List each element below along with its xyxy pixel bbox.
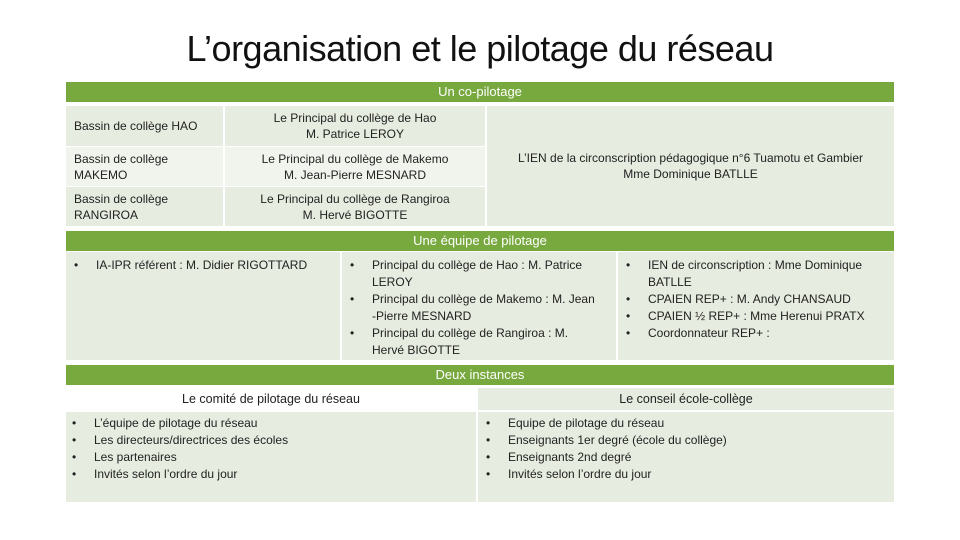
list-item: • CPAIEN ½ REP+ : Mme Herenui PRATX [624, 308, 892, 325]
bassin-rangiroa-label2: RANGIROA [74, 207, 139, 222]
equipe-col1-list [72, 257, 338, 274]
list-item: • Equipe de pilotage du réseau [484, 415, 888, 432]
bassin-makemo-cell [66, 147, 223, 186]
principal-rangiroa-title: Le Principal du collège de Rangiroa [260, 191, 450, 206]
instances-header: Deux instances [66, 365, 894, 385]
equipe-col2-list [348, 257, 614, 359]
list-item: • L’équipe de pilotage du réseau [70, 415, 470, 432]
comite-title: Le comité de pilotage du réseau [182, 392, 360, 406]
ien-cell [487, 106, 894, 226]
principal-rangiroa-name: M. Hervé BIGOTTE [302, 207, 408, 222]
equipe-col3-list [624, 257, 892, 342]
ien-title: L’IEN de la circonscription pédagogique n°6 Tuamotu et Gambier [518, 151, 863, 165]
list-item: • Coordonnateur REP+ : [624, 325, 892, 342]
principal-makemo-name: M. Jean-Pierre MESNARD [283, 167, 427, 182]
conseil-list [484, 415, 888, 483]
bassin-hao-label: Bassin de collège HAO [74, 119, 198, 133]
list-item: • Enseignants 2nd degré [484, 449, 888, 466]
list-item: • Principal du collège de Hao : M. Patrice LEROY [348, 257, 614, 291]
principal-hao-cell [225, 106, 485, 146]
principal-hao-name: M. Patrice LEROY [305, 127, 405, 141]
list-item: • IEN de circonscription : Mme Dominique BATLLE [624, 257, 892, 291]
principal-makemo-cell [225, 147, 485, 186]
principal-hao-title: Le Principal du collège de Hao [273, 111, 437, 125]
list-item: • Les directeurs/directrices des écoles [70, 432, 470, 449]
copilotage-header: Un co-pilotage [66, 82, 894, 102]
list-item: • Invités selon l’ordre du jour [70, 466, 470, 483]
bassin-rangiroa-label1: Bassin de collège [74, 191, 169, 206]
list-item: • Les partenaires [70, 449, 470, 466]
comite-list [70, 415, 470, 483]
list-item: • IA-IPR référent : M. Didier RIGOTTARD [72, 257, 338, 274]
list-item: • Enseignants 1er degré (école du collège) [484, 432, 888, 449]
equipe-header: Une équipe de pilotage [66, 231, 894, 251]
ien-name: Mme Dominique BATLLE [623, 167, 758, 181]
bassin-rangiroa-cell [66, 187, 223, 226]
list-item: • CPAIEN REP+ : M. Andy CHANSAUD [624, 291, 892, 308]
list-item: • Principal du collège de Makemo : M. Jean -Pierre MESNARD [348, 291, 614, 325]
list-item: • Principal du collège de Rangiroa : M. Hervé BIGOTTE [348, 325, 614, 359]
principal-rangiroa-cell [225, 187, 485, 226]
page-title: L’organisation et le pilotage du réseau [186, 28, 774, 69]
conseil-title: Le conseil école-collège [619, 392, 753, 406]
bassin-makemo-label2: MAKEMO [74, 167, 128, 182]
bassin-hao-cell [66, 106, 223, 146]
list-item: • Invités selon l’ordre du jour [484, 466, 888, 483]
principal-makemo-title: Le Principal du collège de Makemo [261, 151, 449, 166]
bassin-makemo-label1: Bassin de collège [74, 151, 169, 166]
